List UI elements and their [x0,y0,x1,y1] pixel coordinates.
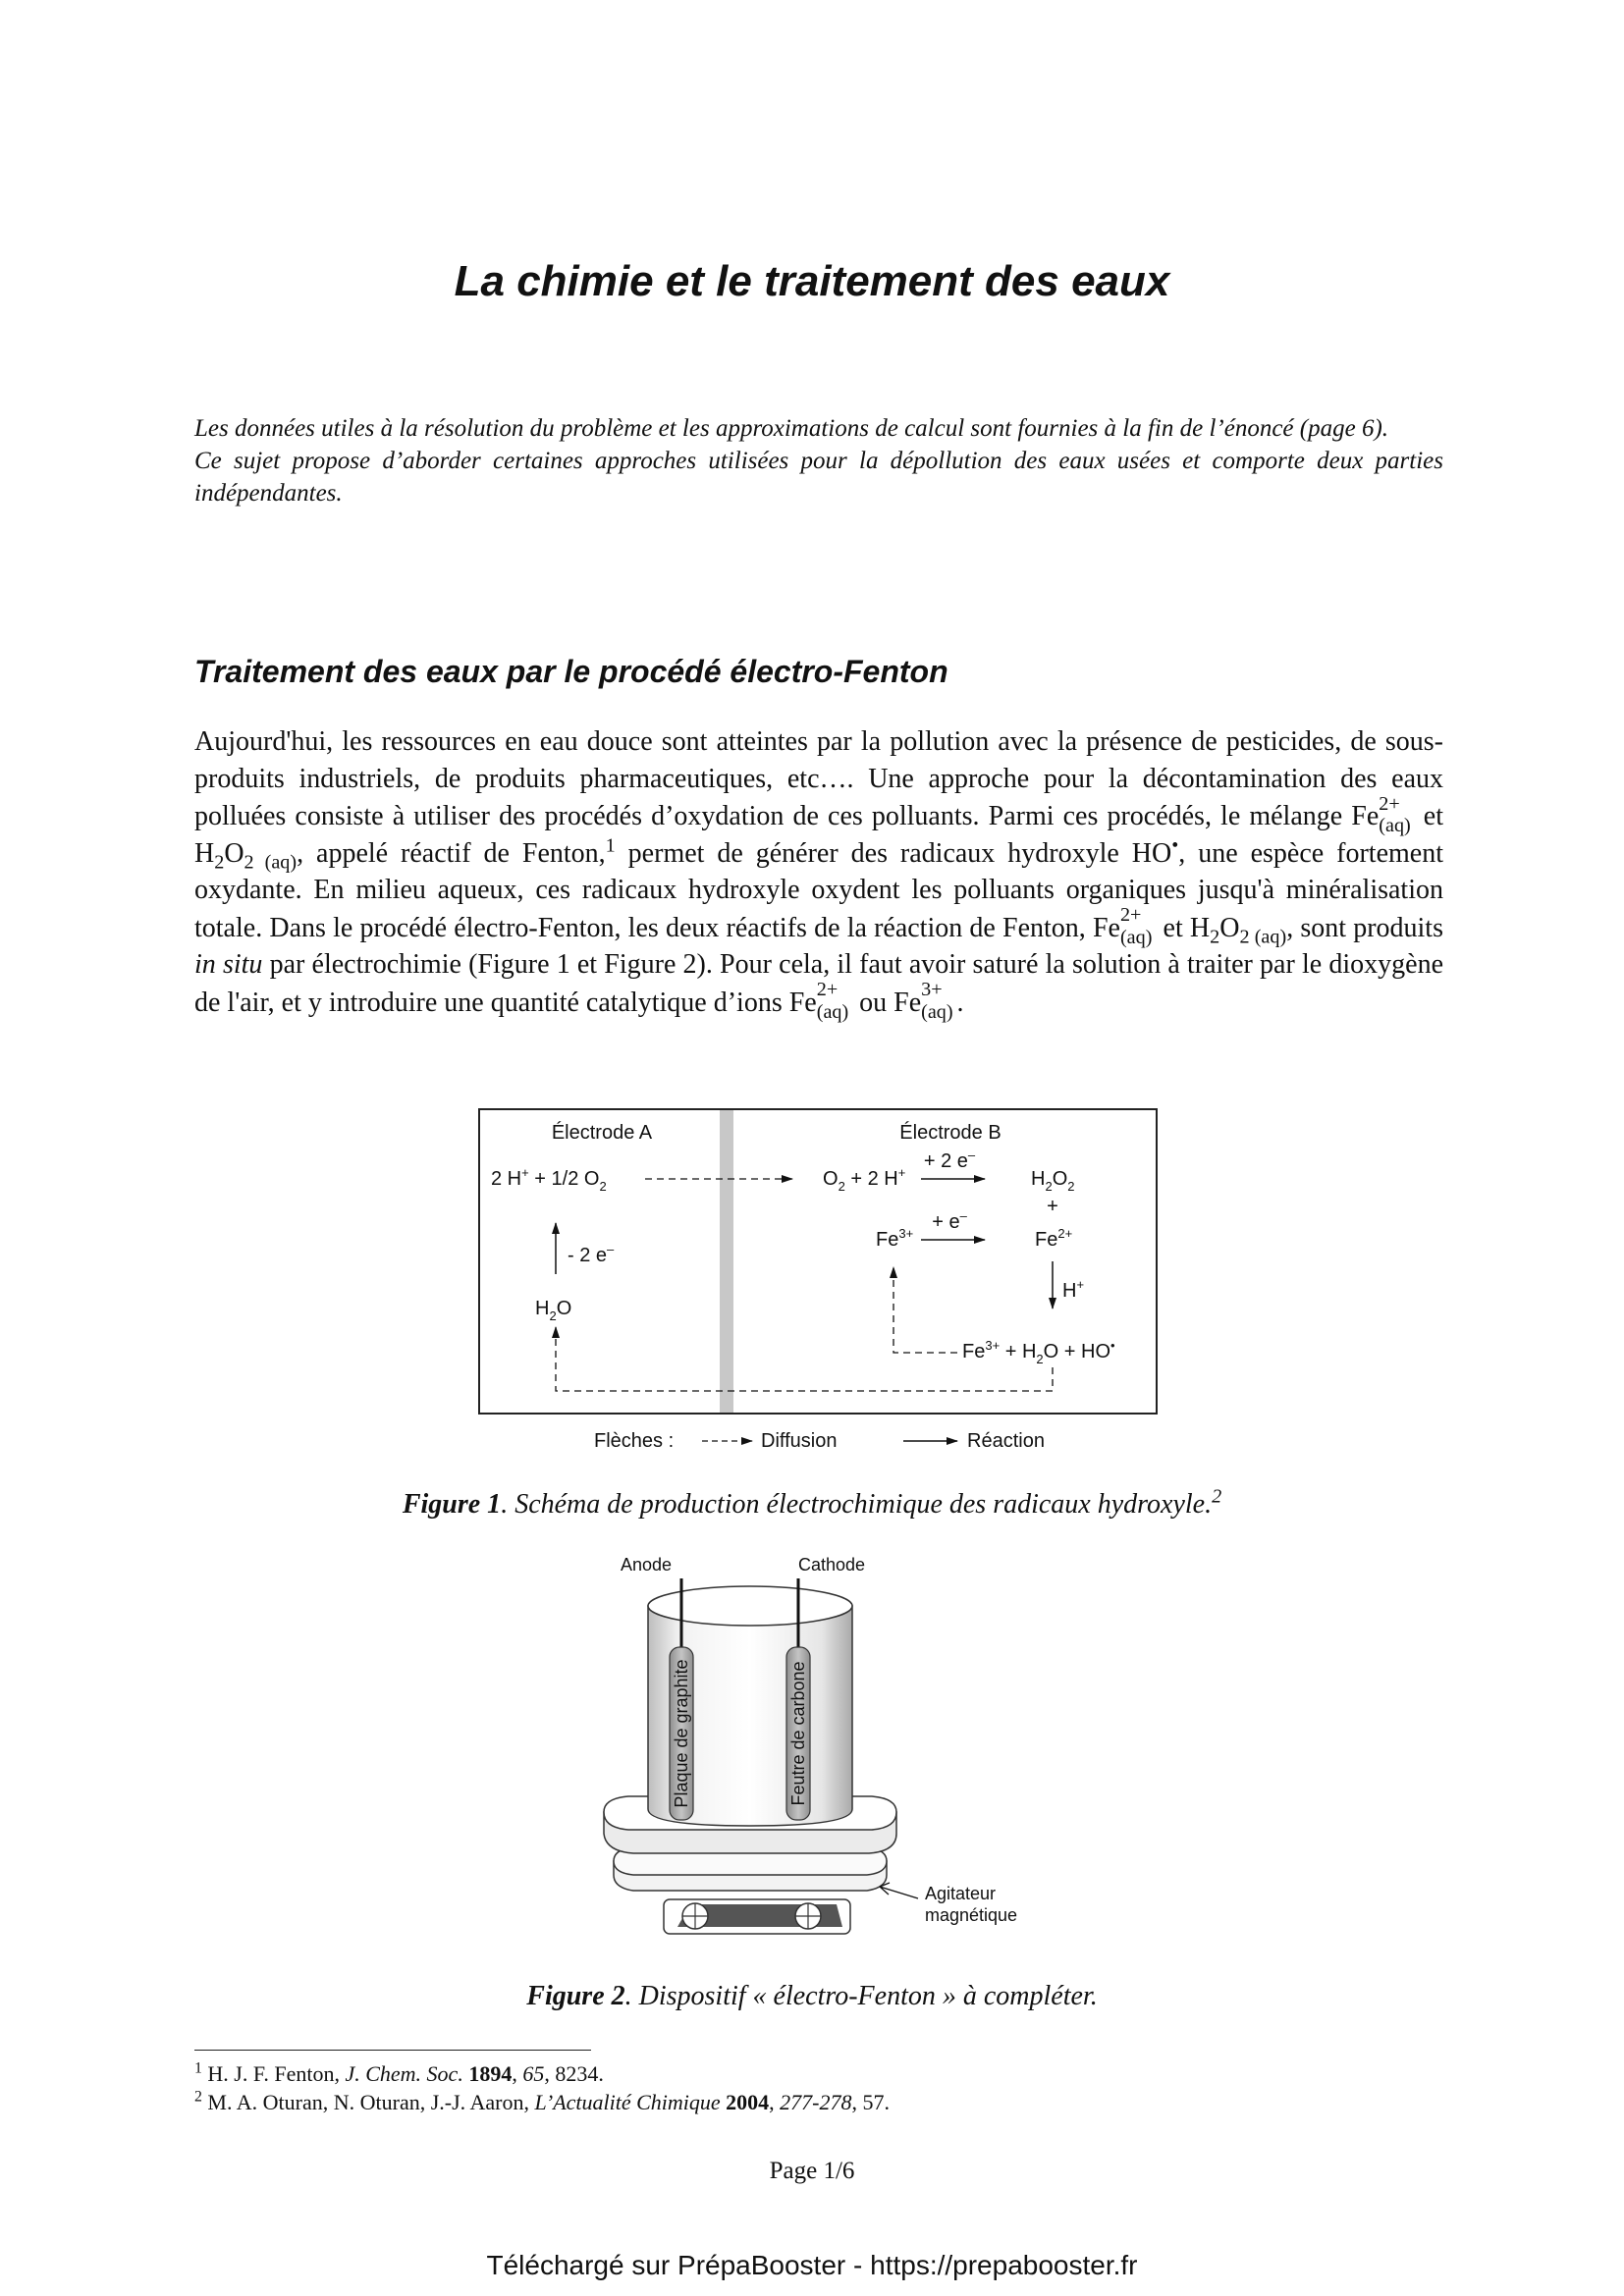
svg-text:Plaque de graphite: Plaque de graphite [672,1659,691,1808]
electrode-a-label: Électrode A [551,1122,653,1144]
page-number: Page 1/6 [769,2158,855,2184]
diffusion-arrow-fe3-return [893,1267,957,1353]
intro-paragraph-2: Ce sujet propose d’aborder certaines approches utilisées pour la dépollution des eaux usées et comporte deux parties indépendantes. [194,448,1443,507]
plus-sign: + [1047,1196,1058,1217]
membrane-separator [720,1110,733,1413]
legend-label: Flèches : [594,1430,675,1452]
stirrer-pointer [880,1883,918,1898]
graphite-plate-electrode [670,1647,693,1820]
section-title: Traitement des eaux par le procédé électro-Fenton [194,654,948,689]
document-title: La chimie et le traitement des eaux [454,257,1170,305]
fe2-aq-formula: Fe 2+ (aq) [1351,792,1411,837]
h2o2-label: $H_2O_2$ [1031,1168,1075,1194]
carbon-felt-electrode [786,1647,810,1820]
intro-paragraph-1: Les données utiles à la résolution du problème et les approximations de calcul sont fournies à la fin de l’énoncé (page 6). [194,415,1389,442]
figure-2-caption: Figure 2. Dispositif « électro-Fenton » à compléter. [526,1981,1098,2011]
left-eq-2h-half-o2: 2 H+ + 1/2 $O_2$ [491,1165,607,1194]
figure-1-caption: Figure 1. Schéma de production électrochimique des radicaux hydroxyle.$^2$ [402,1485,1222,1520]
footnote-2: $^2$ M. A. Oturan, N. Oturan, J.-J. Aaron, L’Actualité Chimique 2004, 277-278, 57. [194,2088,890,2114]
ho-radical-formula: HO• [1131,834,1179,869]
products-label: $Fe^{3+} + H_2O + HO^•$ [962,1338,1115,1366]
h2o2-aq-formula: $H_2O_{2 (aq)}$ [194,837,298,874]
in-situ-text: in situ [194,949,263,980]
download-footer: Téléchargé sur PrépaBooster - https://prepabooster.fr [486,2250,1138,2280]
legend-reaction-label: Réaction [967,1430,1045,1452]
h2o-label: $H_2O$ [535,1298,572,1323]
body-paragraph: Aujourd'hui, les ressources en eau douce sont atteintes par la pollution avec la présence de pesticides, de sous-produits industriels, de produits pharmaceutiques, etc…. Une approche pour la décontamination des eaux polluées consiste à utiliser des procédés d’oxydation de ces polluants. Parmi ces procédés, le mélange Fe 2+ (aq) et $H_2O_{2 (aq)}$, appelé réactif de Fenton,$^1$ permet de générer des radicaux hydroxyle HO•, une espèce fortement oxydante. En milieu aqueux, ces radicaux hydroxyle oxydent les polluants organiques jusqu'à minéralisation totale. Dans le procédé électro-Fenton, les deux réactifs de la réaction de Fenton, Fe 2+ (aq) et $H_2O_{2 (aq)}$, sont produits in situ par électrochimie (Figure 1 et Figure 2). Pour cela, il faut avoir saturé la solution à traiter par le dioxygène de l'air, et y introduire une quantité catalytique d’ions Fe 2+ (aq) ou Fe 3+ (aq) . [194,726,1443,1023]
figure-1-diagram [461,1104,1168,1468]
fe3-aq-formula: Fe 3+ (aq) [893,979,953,1023]
stirrer-knob-right[interactable] [795,1903,821,1929]
fe2-aq-formula: Fe 2+ (aq) [1092,904,1153,948]
footnote-1: $^1$ H. J. F. Fenton, J. Chem. Soc. 1894, 65, 8234. [194,2059,604,2086]
legend-diffusion-label: Diffusion [761,1430,838,1452]
plus-e-label: + e– [932,1208,967,1233]
o2-2h-label: $O_2 + 2$ H+ [823,1165,906,1194]
fe2-label: $Fe^{2+}$ [1035,1226,1073,1251]
figure-2-diagram [589,1549,1051,1947]
footnote-ref-1: 1 [605,834,616,857]
stirrer-label-line-1: Agitateur [925,1884,997,1903]
stirrer-knob-left[interactable] [682,1903,708,1929]
fe3-label-top: $Fe^{3+}$ [876,1226,914,1251]
fe2-aq-formula: Fe 2+ (aq) [788,979,849,1023]
h2o2-aq-formula: $H_2O_{2 (aq)}$ [1189,912,1287,948]
intro-block [194,412,1443,509]
anode-label: Anode [621,1555,673,1575]
svg-text:Feutre de carbone: Feutre de carbone [788,1661,808,1806]
footnotes [194,2059,890,2116]
h-plus-label: H+ [1062,1277,1085,1302]
plus-2e-label: + 2 e– [923,1148,976,1172]
stirrer-label-line-2: magnétique [925,1905,1018,1925]
footnote-divider [194,2050,591,2051]
minus-2e-label: - 2 e– [568,1242,615,1266]
cathode-label: Cathode [798,1555,866,1575]
electrode-b-label: Électrode B [899,1122,1001,1144]
